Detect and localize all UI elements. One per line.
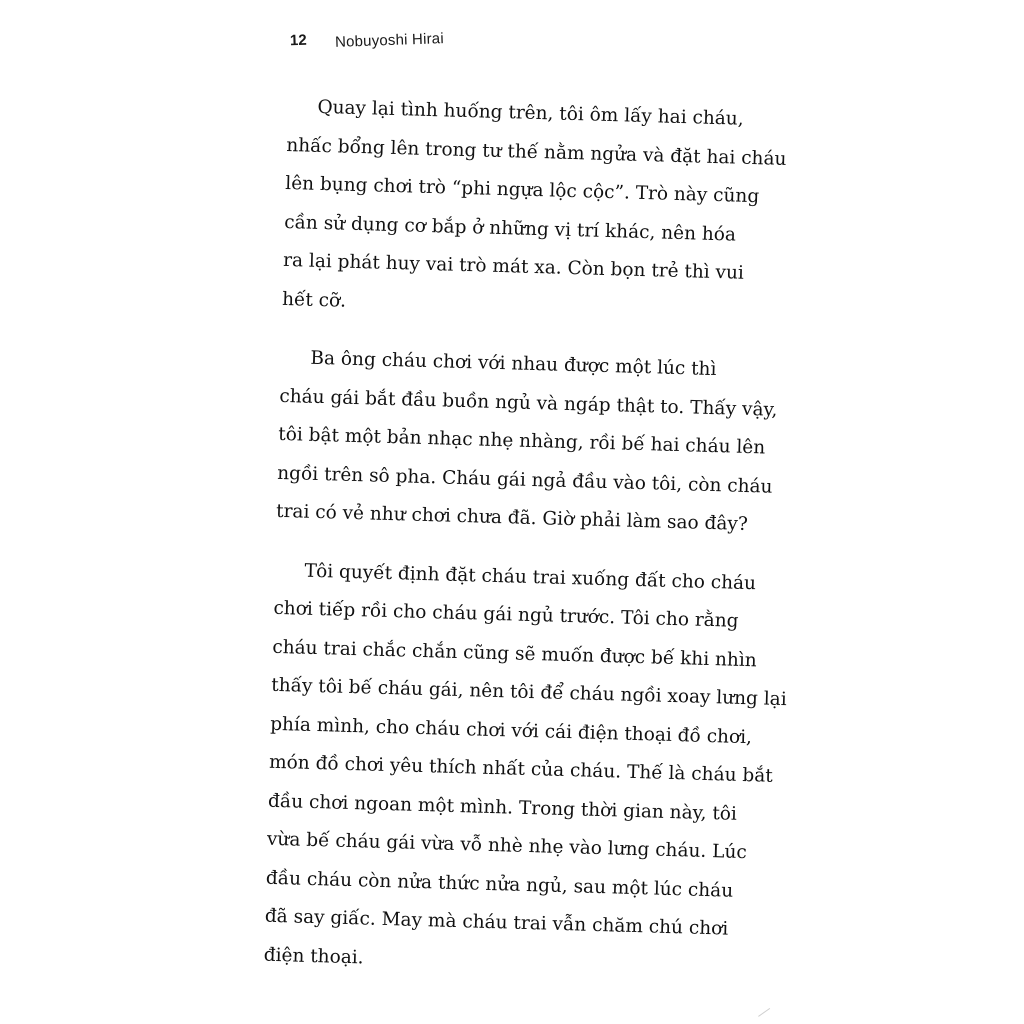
text-line: đã say giấc. May mà cháu trai vẫn chăm chú chơi [264, 905, 729, 940]
text-line: Ba ông cháu chơi với nhau được một lúc thì [310, 347, 717, 381]
paragraph-2 [275, 339, 778, 545]
text-line: phía mình, cho cháu chơi với cái điện thoại đồ chơi, [269, 713, 753, 748]
text-line: chơi tiếp rồi cho cháu gái ngủ trước. Tôi cho rằng [273, 597, 739, 632]
text-line: đầu chơi ngoan một mình. Trong thời gian này, tôi [267, 790, 738, 825]
page-number: 12 [289, 31, 307, 50]
text-line: thấy tôi bế cháu gái, nên tôi để cháu ngồi xoay lưng lại [271, 674, 787, 711]
running-header [290, 32, 444, 49]
text-line: lên bụng chơi trò “phi ngựa lộc cộc”. Trò này cũng [285, 172, 760, 208]
page-edge-mark [758, 1008, 776, 1024]
text-line: cháu trai chắc chắn cũng sẽ muốn được bế khi nhìn [272, 636, 757, 671]
text-line: món đồ chơi yêu thích nhất của cháu. Thế là cháu bắt [268, 751, 774, 787]
text-line: điện thoại. [263, 944, 364, 968]
text-line: ra lại phát huy vai trò mát xa. Còn bọn trẻ thì vui [282, 249, 745, 284]
text-line: đầu cháu còn nửa thức nửa ngủ, sau một lúc cháu [265, 867, 734, 902]
text-line: tôi bật một bản nhạc nhẹ nhàng, rồi bế hai cháu lên [278, 423, 766, 459]
paragraph-3 [263, 551, 787, 988]
text-line: hết cỡ. [281, 288, 347, 312]
text-line: ngồi trên sô pha. Cháu gái ngả đầu vào tôi, còn cháu [276, 462, 773, 498]
body-text [263, 88, 787, 1008]
text-line: nhấc bổng lên trong tư thế nằm ngửa và đặt hai cháu [286, 134, 787, 170]
text-line: Tôi quyết định đặt cháu trai xuống đất cho cháu [304, 560, 757, 594]
paragraph-1 [281, 88, 787, 333]
author-name: Nobuyoshi Hirai [334, 30, 444, 51]
text-line: cần sử dụng cơ bắp ở những vị trí khác, nên hóa [283, 211, 737, 246]
text-line: Quay lại tình huống trên, tôi ôm lấy hai cháu, [317, 96, 744, 130]
text-line: trai có vẻ như chơi chưa đã. Giờ phải làm sao đây? [275, 500, 749, 536]
text-line: vừa bế cháu gái vừa vỗ nhè nhẹ vào lưng cháu. Lúc [266, 828, 748, 864]
text-line: cháu gái bắt đầu buồn ngủ và ngáp thật to. Thấy vậy, [279, 385, 778, 421]
